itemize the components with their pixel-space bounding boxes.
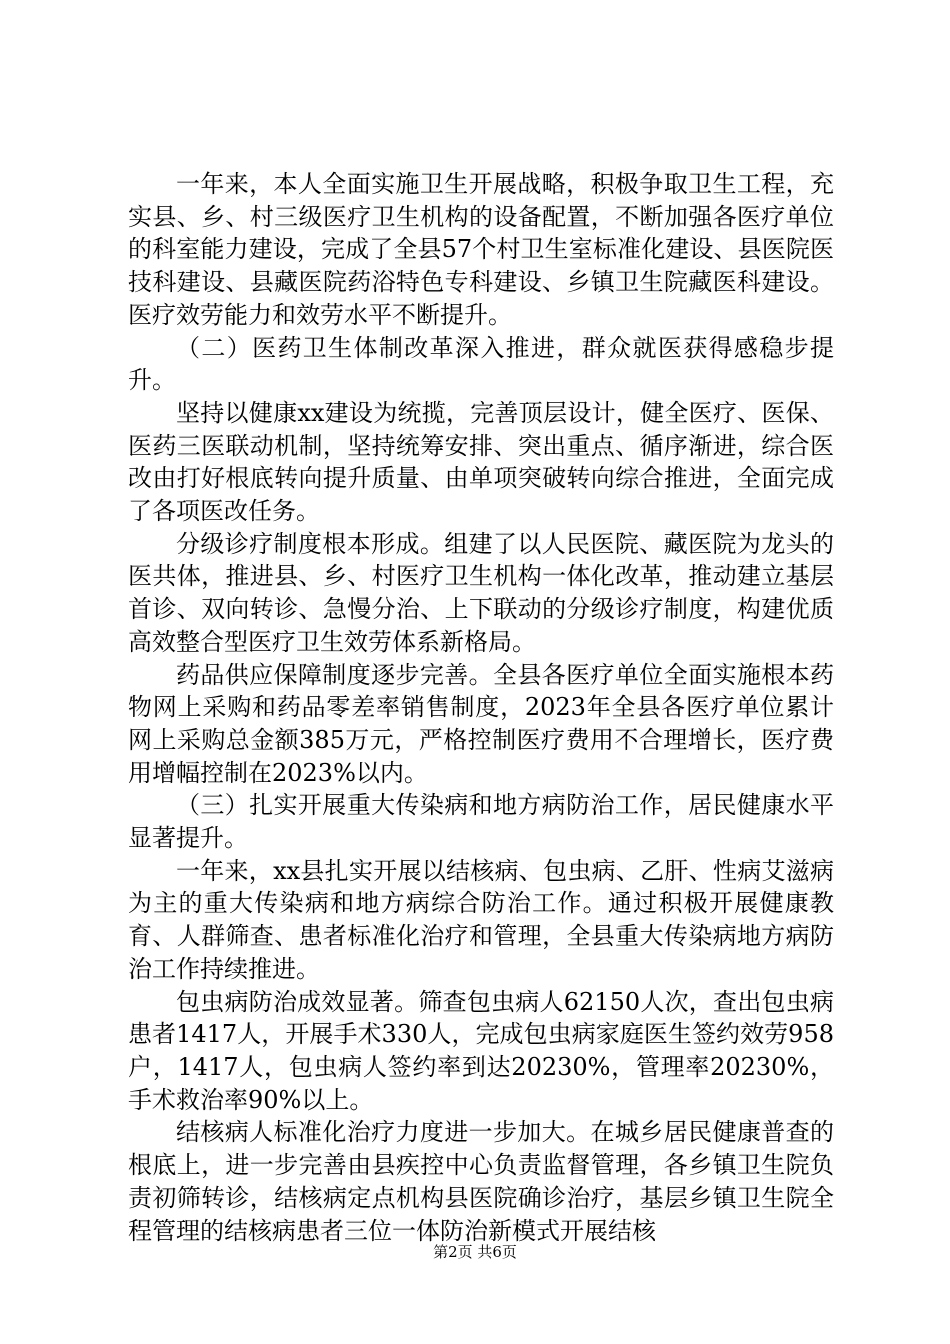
paragraph-1: 一年来，本人全面实施卫生开展战略，积极争取卫生工程，充实县、乡、村三级医疗卫生机构的设备配置，不断加强各医疗单位的科室能力建设，完成了全县57个村卫生室标准化建设、县医院医技科建设、县藏医院药浴特色专科建设、乡镇卫生院藏医科建设。医疗效劳能力和效劳水平不断提升。 — [128, 170, 834, 329]
paragraph-7: 一年来，xx县扎实开展以结核病、包虫病、乙肝、性病艾滋病为主的重大传染病和地方病综合防治工作。通过积极开展健康教育、人群筛查、患者标准化治疗和管理，全县重大传染病地方病防治工作持续推进。 — [128, 856, 834, 983]
paragraph-8: 包虫病防治成效显著。筛查包虫病人62150人次，查出包虫病患者1417人，开展手术330人，完成包虫病家庭医生签约效劳958户，1417人，包虫病人签约率到达20230%，管理率20230%，手术救治率90%以上。 — [128, 987, 834, 1114]
paragraph-5: 药品供应保障制度逐步完善。全县各医疗单位全面实施根本药物网上采购和药品零差率销售制度，2023年全县各医疗单位累计网上采购总金额385万元，严格控制医疗费用不合理增长，医疗费用增幅控制在2023%以内。 — [128, 660, 834, 787]
paragraph-9: 结核病人标准化治疗力度进一步加大。在城乡居民健康普查的根底上，进一步完善由县疾控中心负责监督管理，各乡镇卫生院负责初筛转诊，结核病定点机构县医院确诊治疗，基层乡镇卫生院全程管理的结核病患者三位一体防治新模式开展结核 — [128, 1118, 834, 1245]
section-heading-2: （二）医药卫生体制改革深入推进，群众就医获得感稳步提升。 — [128, 333, 834, 395]
page-footer: 第2页 共6页 — [433, 1243, 517, 1261]
section-heading-3: （三）扎实开展重大传染病和地方病防治工作，居民健康水平显著提升。 — [128, 791, 834, 853]
paragraph-4: 分级诊疗制度根本形成。组建了以人民医院、藏医院为龙头的医共体，推进县、乡、村医疗卫生机构一体化改革，推动建立基层首诊、双向转诊、急慢分治、上下联动的分级诊疗制度，构建优质高效整合型医疗卫生效劳体系新格局。 — [128, 529, 834, 656]
paragraph-3: 坚持以健康xx建设为统揽，完善顶层设计，健全医疗、医保、医药三医联动机制，坚持统筹安排、突出重点、循序渐进，综合医改由打好根底转向提升质量、由单项突破转向综合推进，全面完成了各项医改任务。 — [128, 398, 834, 526]
document-body — [128, 168, 834, 1247]
